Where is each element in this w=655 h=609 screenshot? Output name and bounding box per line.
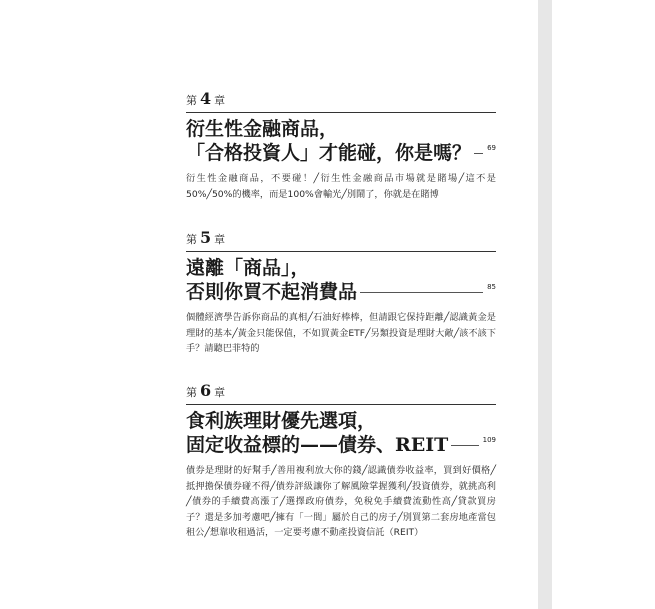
leader-line: [360, 292, 483, 293]
chapter-4: [186, 89, 496, 202]
title-line: 遠離「商品」，: [186, 257, 310, 279]
title-line: 衍生性金融商品，: [186, 118, 339, 140]
chapter-rule: [186, 112, 496, 113]
page-number: 109: [482, 436, 496, 444]
leader-line: [474, 153, 483, 154]
chapter-title: [186, 117, 496, 165]
chapter-description: 債券是理財的好幫手╱善用複利放大你的錢╱認識債券收益率，買到好價格╱抵押擔保債券碰不得╱債券評級讓你了解風險掌握獲利╱投資債券，就挑高利╱債券的手續費高漲了╱選擇政府債券，免稅免手續費流動性高╱貸款買房子？還是多加考慮吧╱擁有「一間」屬於自己的房子╱別買第二套房地產當包租公╱想靠收租過活，一定要考慮不動產投資信託（REIT）: [186, 465, 496, 538]
title-line: 固定收益標的——債券、REIT: [186, 434, 449, 456]
leader-line: [451, 445, 478, 446]
chapter-number: 4: [200, 89, 212, 108]
chapter-rule: [186, 251, 496, 252]
chapter-number: 6: [200, 381, 212, 400]
title-line: 食利族理財優先選項，: [186, 410, 377, 432]
chapter-label: 第 5 章: [186, 228, 226, 247]
chapter-title: [186, 256, 496, 304]
page-gutter: [538, 0, 552, 609]
chapter-label: 第 4 章: [186, 89, 226, 108]
chapter-rule: [186, 404, 496, 405]
chapter-description: 個體經濟學告訴你商品的真相╱石油好棒棒，但請跟它保持距離╱認識黃金是理財的基本╱黃金只能保值，不如買黃金ETF╱另類投資是理財大敵╱該不該下手？請聽巴菲特的: [186, 312, 496, 354]
chapter-title: [186, 409, 496, 457]
page-number: 69: [487, 144, 496, 152]
page-number: 85: [487, 283, 496, 291]
chapter-5: [186, 228, 496, 357]
chapter-number: 5: [200, 228, 212, 247]
title-line: 「合格投資人」才能碰，你是嗎？: [186, 142, 472, 164]
title-line: 否則你買不起消費品: [186, 281, 358, 303]
chapter-description: 衍生性金融商品，不要碰！╱衍生性金融商品市場就是賭場╱這不是50%╱50%的機率，而是100%會輸光╱別鬧了，你就是在賭博: [186, 173, 496, 200]
chapter-6: [186, 381, 496, 541]
chapter-label: 第 6 章: [186, 381, 226, 400]
outer-margin: [552, 0, 655, 609]
